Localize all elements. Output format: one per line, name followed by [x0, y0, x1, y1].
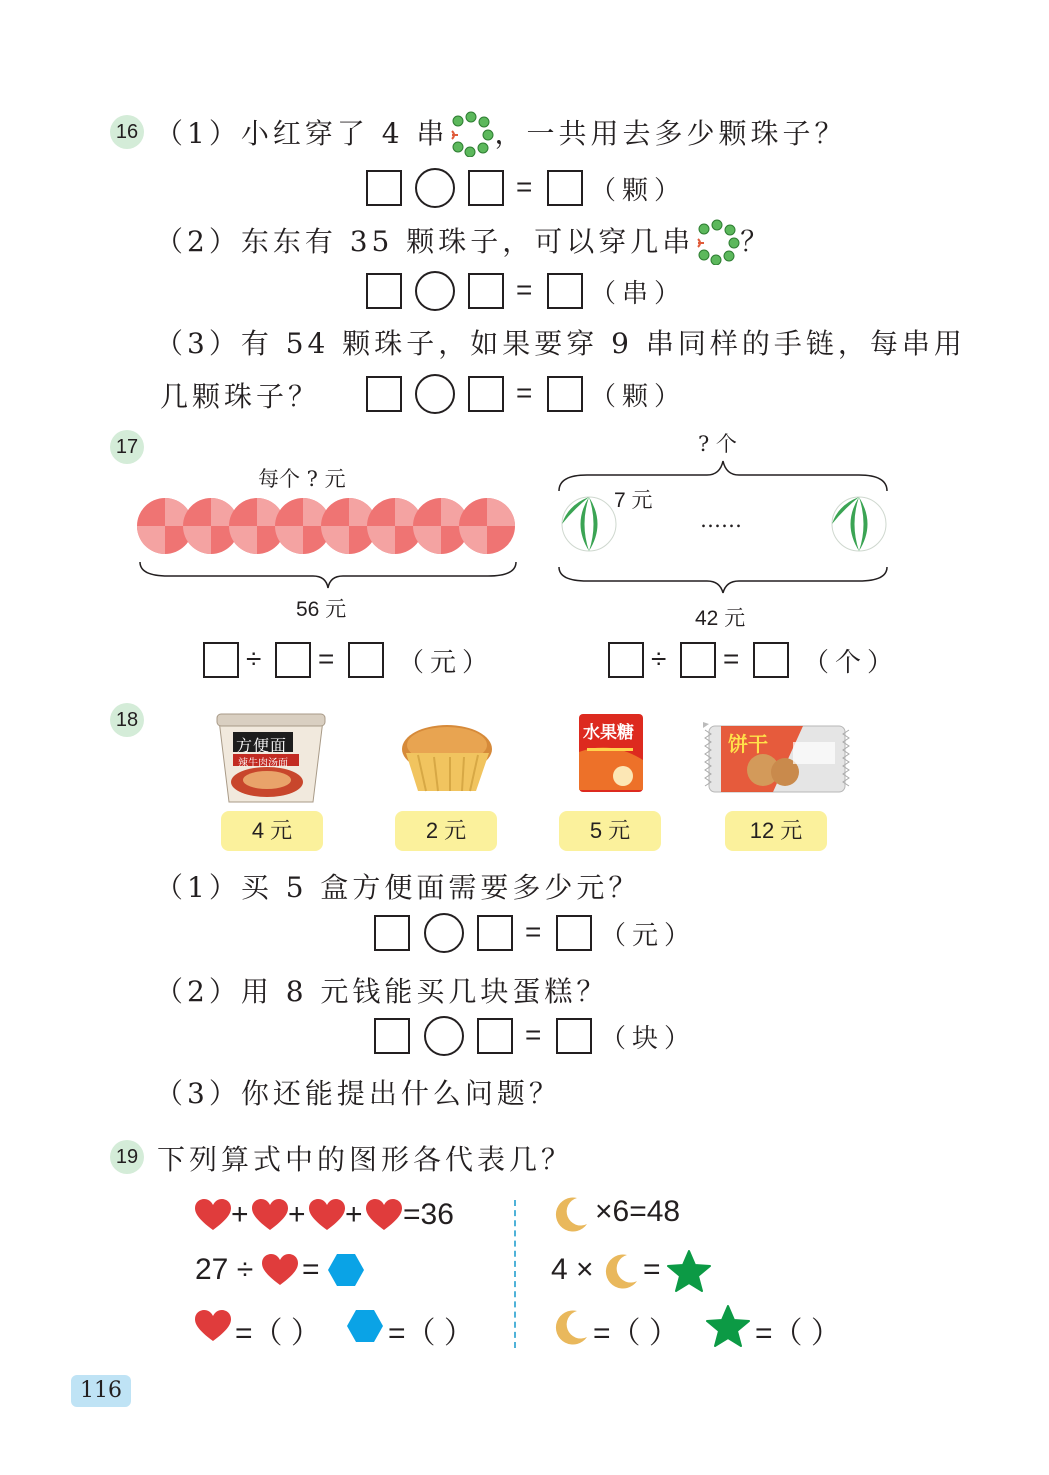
biscuit-brand-text: 饼干	[728, 732, 768, 756]
answer-box[interactable]	[477, 915, 513, 951]
heart-icon	[366, 1199, 402, 1231]
unit-label: （颗）	[590, 382, 687, 412]
plus-sign: +	[345, 1198, 363, 1231]
question-number-18: 18	[110, 703, 144, 737]
unit-label: （颗）	[590, 176, 687, 206]
q16-part3-text: （3）有 54 颗珠子，如果要穿 9 串同样的手链，每串用	[155, 327, 966, 360]
operator-circle[interactable]	[424, 913, 464, 953]
answer-box[interactable]	[468, 273, 504, 309]
answer-box[interactable]	[753, 642, 789, 678]
operator-circle[interactable]	[424, 1016, 464, 1056]
answer-box[interactable]	[348, 642, 384, 678]
bottom-brace-left	[138, 560, 518, 590]
crescent-moon-icon	[601, 1253, 639, 1291]
answer-blank[interactable]: =（ ）	[755, 1317, 841, 1350]
answer-box[interactable]	[680, 642, 716, 678]
bead-bracelet-icon	[448, 111, 494, 153]
answer-box[interactable]	[374, 1018, 410, 1054]
crescent-moon-icon	[551, 1196, 589, 1234]
noodle-flavor-text: 辣牛肉汤面	[238, 758, 288, 769]
unit-label: （串）	[590, 279, 687, 309]
answer-box[interactable]	[477, 1018, 513, 1054]
question-number-17: 17	[110, 430, 144, 464]
q18-part3-text: （3）你还能提出什么问题？	[155, 1077, 561, 1110]
answer-box[interactable]	[366, 170, 402, 206]
answer-box[interactable]	[468, 170, 504, 206]
answer-blank[interactable]: =（ ）	[235, 1317, 321, 1350]
divide-sign: ÷	[651, 643, 667, 674]
equation-prefix: 27 ÷	[195, 1253, 254, 1286]
plus-sign: +	[288, 1198, 306, 1231]
equals-sign: =	[643, 1253, 661, 1286]
operator-circle[interactable]	[415, 271, 455, 311]
bead-bracelet-icon	[694, 219, 740, 261]
each-price-label: 7 元	[614, 489, 653, 512]
heart-icon	[195, 1199, 231, 1231]
answer-box[interactable]	[608, 642, 644, 678]
q16-part3-text-line2: 几颗珠子？	[160, 380, 321, 413]
divide-sign: ÷	[246, 643, 262, 674]
answer-box[interactable]	[547, 170, 583, 206]
q19-prompt: 下列算式中的图形各代表几？	[157, 1143, 574, 1176]
operator-circle[interactable]	[415, 168, 455, 208]
equals-sign: =	[516, 377, 533, 408]
plus-sign: +	[231, 1198, 249, 1231]
each-price-label: 每个 ? 元	[258, 467, 346, 491]
answer-box[interactable]	[366, 273, 402, 309]
star-icon	[667, 1250, 711, 1292]
column-divider	[514, 1200, 516, 1348]
equals-sign: =	[525, 1019, 542, 1050]
bottom-brace-right	[557, 565, 889, 597]
equation-prefix: 4 ×	[551, 1253, 594, 1286]
equation-result: =36	[403, 1198, 454, 1231]
equals-sign: =	[516, 171, 533, 202]
red-balls-group	[135, 495, 520, 557]
question-number-19: 19	[110, 1140, 144, 1174]
green-ball-icon	[560, 495, 618, 553]
equals-sign: =	[302, 1253, 320, 1286]
hexagon-icon	[328, 1254, 364, 1286]
top-brace-right	[557, 455, 889, 493]
answer-box[interactable]	[366, 376, 402, 412]
count-label: ? 个	[698, 432, 737, 456]
red-ball-icon	[459, 498, 515, 554]
unit-label: （个）	[803, 648, 900, 678]
candy-brand-text: 水果糖	[583, 723, 634, 743]
price-tag: 5 元	[559, 811, 661, 851]
answer-box[interactable]	[374, 915, 410, 951]
q18-part1-text: （1）买 5 盒方便面需要多少元？	[155, 871, 641, 904]
crescent-moon-icon	[551, 1309, 589, 1347]
question-number-16: 16	[110, 115, 144, 149]
heart-icon	[262, 1254, 298, 1286]
biscuit-pack-image	[703, 722, 851, 796]
answer-box[interactable]	[556, 1018, 592, 1054]
answer-blank[interactable]: =（ ）	[593, 1317, 679, 1350]
hexagon-icon	[347, 1310, 383, 1342]
price-tag: 2 元	[395, 811, 497, 851]
total-price-label: 56 元	[296, 598, 347, 621]
equals-sign: =	[525, 916, 542, 947]
equals-sign: =	[723, 643, 740, 674]
heart-icon	[252, 1199, 288, 1231]
price-tag: 12 元	[725, 811, 827, 851]
green-ball-icon	[830, 495, 888, 553]
noodle-brand-text: 方便面	[236, 736, 288, 755]
unit-label: （元）	[600, 921, 697, 951]
answer-blank[interactable]: =（ ）	[388, 1317, 474, 1350]
price-tag: 4 元	[221, 811, 323, 851]
equals-sign: =	[516, 274, 533, 305]
equals-sign: =	[318, 643, 335, 674]
unit-label: （元）	[398, 648, 495, 678]
answer-box[interactable]	[556, 915, 592, 951]
answer-box[interactable]	[547, 376, 583, 412]
star-icon	[706, 1305, 750, 1347]
operator-circle[interactable]	[415, 374, 455, 414]
equation-text: ×6=48	[595, 1195, 681, 1228]
heart-icon	[195, 1310, 231, 1342]
heart-icon	[309, 1199, 345, 1231]
q16-part2-text: （2）东东有 35 颗珠子，可以穿几串 ？	[155, 220, 772, 265]
unit-label: （块）	[600, 1024, 697, 1054]
q18-part2-text: （2）用 8 元钱能买几块蛋糕？	[155, 975, 609, 1008]
q16-part1-text: （1）小红穿了 4 串 ，一共用去多少颗珠子？	[155, 112, 846, 157]
cupcake-image	[400, 715, 495, 795]
answer-box[interactable]	[203, 642, 239, 678]
total-price-label: 42 元	[695, 607, 746, 630]
page-number: 116	[71, 1375, 131, 1407]
ellipsis: ……	[700, 508, 742, 532]
answer-box[interactable]	[275, 642, 311, 678]
answer-box[interactable]	[547, 273, 583, 309]
answer-box[interactable]	[468, 376, 504, 412]
